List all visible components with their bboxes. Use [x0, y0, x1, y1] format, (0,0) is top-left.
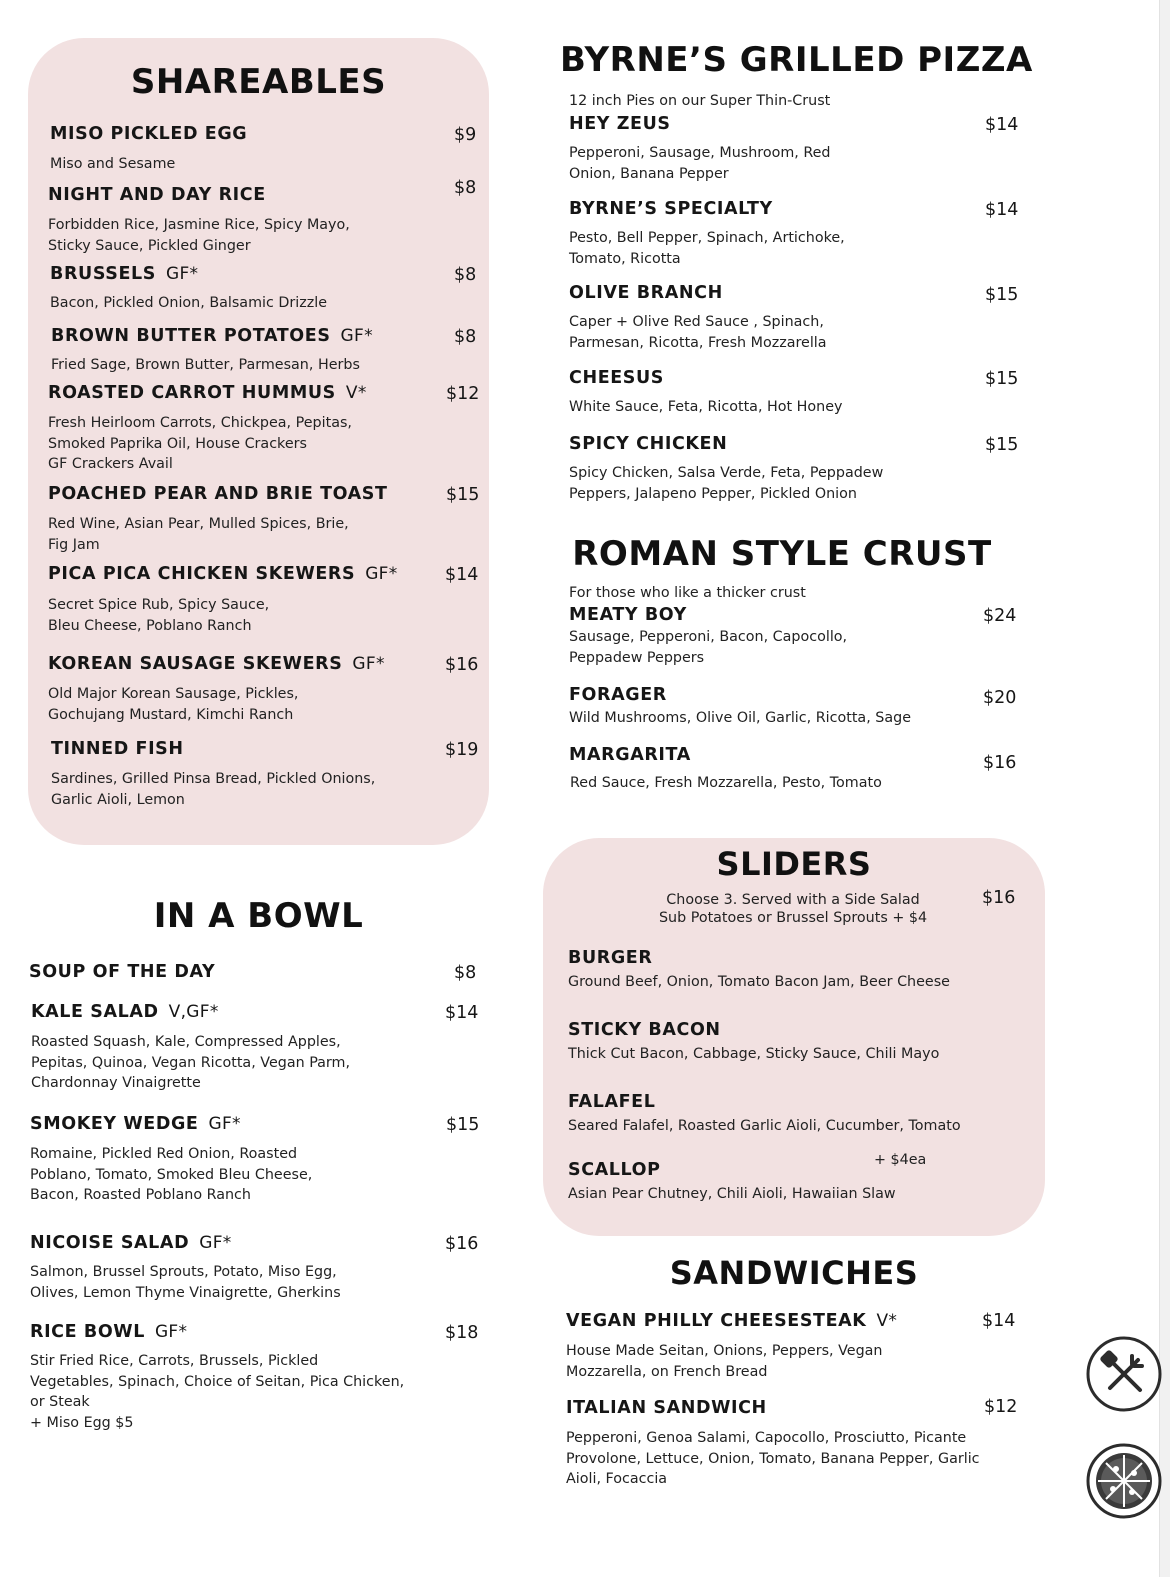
menu-item-name: MEATY BOY	[569, 605, 687, 625]
spatula-fork-icon[interactable]	[1086, 1336, 1162, 1412]
dietary-tag: GF*	[165, 264, 199, 284]
dietary-tag: V*	[345, 383, 367, 403]
sandwiches-title: SANDWICHES	[669, 1254, 919, 1292]
menu-item-name: SPICY CHICKEN	[569, 434, 728, 454]
menu-item-desc: Fresh Heirloom Carrots, Chickpea, Pepitas, Smoked Paprika Oil, House Crackers GF Crackers Avail	[48, 415, 352, 472]
dietary-tag: V*	[876, 1311, 898, 1331]
pizza-subtitle: 12 inch Pies on our Super Thin-Crust	[569, 93, 831, 109]
roman-title: ROMAN STYLE CRUST	[572, 534, 992, 574]
menu-item-desc: Forbidden Rice, Jasmine Rice, Spicy Mayo, Sticky Sauce, Pickled Ginger	[48, 217, 350, 254]
menu-item-desc: White Sauce, Feta, Ricotta, Hot Honey	[569, 399, 843, 415]
menu-item-price: $14	[985, 200, 1019, 220]
menu-item-name: KALE SALAD V,GF*	[31, 1002, 219, 1022]
menu-item-price: $19	[445, 740, 479, 760]
menu-item-desc: Ground Beef, Onion, Tomato Bacon Jam, Beer Cheese	[568, 974, 950, 990]
menu-item-price: $15	[985, 435, 1019, 455]
menu-item-desc: Old Major Korean Sausage, Pickles, Gochujang Mustard, Kimchi Ranch	[48, 686, 299, 723]
menu-item-name: NICOISE SALAD GF*	[30, 1233, 232, 1253]
menu-item-desc: Asian Pear Chutney, Chili Aioli, Hawaiian Slaw	[568, 1186, 896, 1202]
menu-item-desc: Bacon, Pickled Onion, Balsamic Drizzle	[50, 295, 328, 311]
menu-item-price: + $4ea	[874, 1152, 927, 1168]
menu-item-price: $16	[445, 655, 479, 675]
menu-item-name: SMOKEY WEDGE GF*	[30, 1114, 241, 1134]
menu-item-price: $12	[446, 384, 480, 404]
menu-item-name: KOREAN SAUSAGE SKEWERS GF*	[48, 654, 385, 674]
menu-item-name: BURGER	[568, 948, 653, 968]
menu-item-price: $16	[983, 753, 1017, 773]
menu-item-desc: Thick Cut Bacon, Cabbage, Sticky Sauce, Chili Mayo	[568, 1046, 940, 1062]
menu-item-name: OLIVE BRANCH	[569, 283, 723, 303]
menu-item-name: ROASTED CARROT HUMMUS V*	[48, 383, 367, 403]
menu-item-desc: Seared Falafel, Roasted Garlic Aioli, Cucumber, Tomato	[568, 1118, 961, 1134]
menu-item-desc: Caper + Olive Red Sauce , Spinach, Parmesan, Ricotta, Fresh Mozzarella	[569, 314, 827, 351]
menu-item-desc: Sardines, Grilled Pinsa Bread, Pickled Onions, Garlic Aioli, Lemon	[51, 771, 376, 808]
menu-item-name: SCALLOP	[568, 1160, 661, 1180]
menu-item-name: ITALIAN SANDWICH	[566, 1398, 767, 1418]
menu-item-name: TINNED FISH	[51, 739, 184, 759]
menu-item-name: BYRNE’S SPECIALTY	[569, 199, 773, 219]
menu-item-name: NIGHT AND DAY RICE	[48, 185, 266, 205]
menu-item-price: $8	[454, 963, 477, 983]
menu-item-name: CHEESUS	[569, 368, 665, 388]
bowl-title: IN A BOWL	[153, 896, 364, 936]
menu-item-price: $15	[985, 369, 1019, 389]
menu-item-desc: Salmon, Brussel Sprouts, Potato, Miso Egg, Olives, Lemon Thyme Vinaigrette, Gherkins	[30, 1264, 341, 1301]
menu-item-name: STICKY BACON	[568, 1020, 721, 1040]
dietary-tag: GF*	[340, 326, 373, 346]
menu-item-desc: Miso and Sesame	[50, 156, 176, 172]
menu-item-price: $14	[445, 1003, 479, 1023]
menu-item-name: BRUSSELS GF*	[50, 264, 199, 284]
menu-item-name: BROWN BUTTER POTATOES GF*	[51, 326, 373, 346]
menu-item-name: POACHED PEAR AND BRIE TOAST	[48, 484, 388, 504]
menu-item-name: MISO PICKLED EGG	[50, 124, 248, 144]
menu-item-name: FORAGER	[569, 685, 667, 705]
menu-item-price: $15	[446, 485, 480, 505]
menu-item-price: $14	[445, 565, 479, 585]
menu-item-desc: Romaine, Pickled Red Onion, Roasted Poblano, Tomato, Smoked Bleu Cheese, Bacon, Roasted Poblano Ranch	[30, 1146, 313, 1203]
menu-item-name: VEGAN PHILLY CHEESESTEAK V*	[566, 1311, 898, 1331]
menu-item-price: $20	[983, 688, 1017, 708]
menu-item-name: SOUP OF THE DAY	[29, 962, 216, 982]
menu-item-desc: Red Sauce, Fresh Mozzarella, Pesto, Tomato	[570, 775, 882, 791]
pizza-title: BYRNE’S GRILLED PIZZA	[560, 40, 1033, 80]
menu-item-price: $14	[982, 1311, 1016, 1331]
menu-item-desc: Red Wine, Asian Pear, Mulled Spices, Brie, Fig Jam	[48, 516, 349, 553]
menu-item-desc: Pepperoni, Sausage, Mushroom, Red Onion, Banana Pepper	[569, 145, 831, 182]
menu-item-desc: Pepperoni, Genoa Salami, Capocollo, Prosciutto, Picante Provolone, Lettuce, Onion, Tomato, Banana Pepper, Garlic Aioli, Focaccia	[566, 1430, 980, 1487]
menu-item-price: $16	[445, 1234, 479, 1254]
menu-item-name: RICE BOWL GF*	[30, 1322, 188, 1342]
menu-item-price: $8	[454, 265, 477, 285]
menu-item-price: $12	[984, 1397, 1018, 1417]
menu-item-desc: Pesto, Bell Pepper, Spinach, Artichoke, Tomato, Ricotta	[569, 230, 845, 267]
sliders-title: SLIDERS	[716, 845, 872, 883]
dietary-tag: GF*	[199, 1233, 232, 1253]
menu-item-name: FALAFEL	[568, 1092, 656, 1112]
menu-item-desc: Wild Mushrooms, Olive Oil, Garlic, Ricotta, Sage	[569, 710, 911, 726]
menu-item-price: $15	[446, 1115, 480, 1135]
menu-item-name: MARGARITA	[569, 745, 691, 765]
menu-item-price: $15	[985, 285, 1019, 305]
dietary-tag: GF*	[365, 564, 398, 584]
sliders-note-2: Sub Potatoes or Brussel Sprouts + $4	[658, 910, 928, 926]
sliders-price: $16	[982, 888, 1016, 908]
pizza-icon[interactable]	[1086, 1443, 1162, 1519]
menu-item-desc: Spicy Chicken, Salsa Verde, Feta, Peppadew Peppers, Jalapeno Pepper, Pickled Onion	[569, 465, 884, 502]
menu-item-desc: Sausage, Pepperoni, Bacon, Capocollo, Peppadew Peppers	[569, 629, 848, 666]
menu-item-price: $9	[454, 125, 477, 145]
menu-item-desc: Roasted Squash, Kale, Compressed Apples, Pepitas, Quinoa, Vegan Ricotta, Vegan Parm, Chardonnay Vinaigrette	[31, 1034, 351, 1091]
menu-item-price: $8	[454, 178, 477, 198]
dietary-tag: GF*	[208, 1114, 241, 1134]
menu-item-desc: House Made Seitan, Onions, Peppers, Vegan Mozzarella, on French Bread	[566, 1343, 883, 1380]
menu-item-name: PICA PICA CHICKEN SKEWERS GF*	[48, 564, 398, 584]
menu-item-desc: Secret Spice Rub, Spicy Sauce, Bleu Cheese, Poblano Ranch	[48, 597, 270, 634]
menu-item-desc: Fried Sage, Brown Butter, Parmesan, Herbs	[51, 357, 360, 373]
dietary-tag: V,GF*	[168, 1002, 219, 1022]
menu-item-desc: Stir Fried Rice, Carrots, Brussels, Pickled Vegetables, Spinach, Choice of Seitan, Pica Chicken, or Steak + Miso Egg $5	[30, 1353, 405, 1431]
menu-item-price: $24	[983, 606, 1017, 626]
menu-item-name: HEY ZEUS	[569, 114, 671, 134]
dietary-tag: GF*	[352, 654, 385, 674]
dietary-tag: GF*	[154, 1322, 188, 1342]
shareables-title: SHAREABLES	[130, 62, 387, 102]
sliders-note-1: Choose 3. Served with a Side Salad	[666, 892, 920, 908]
menu-item-price: $8	[454, 327, 477, 347]
menu-item-price: $18	[445, 1323, 479, 1343]
roman-subtitle: For those who like a thicker crust	[569, 585, 806, 601]
menu-item-price: $14	[985, 115, 1019, 135]
